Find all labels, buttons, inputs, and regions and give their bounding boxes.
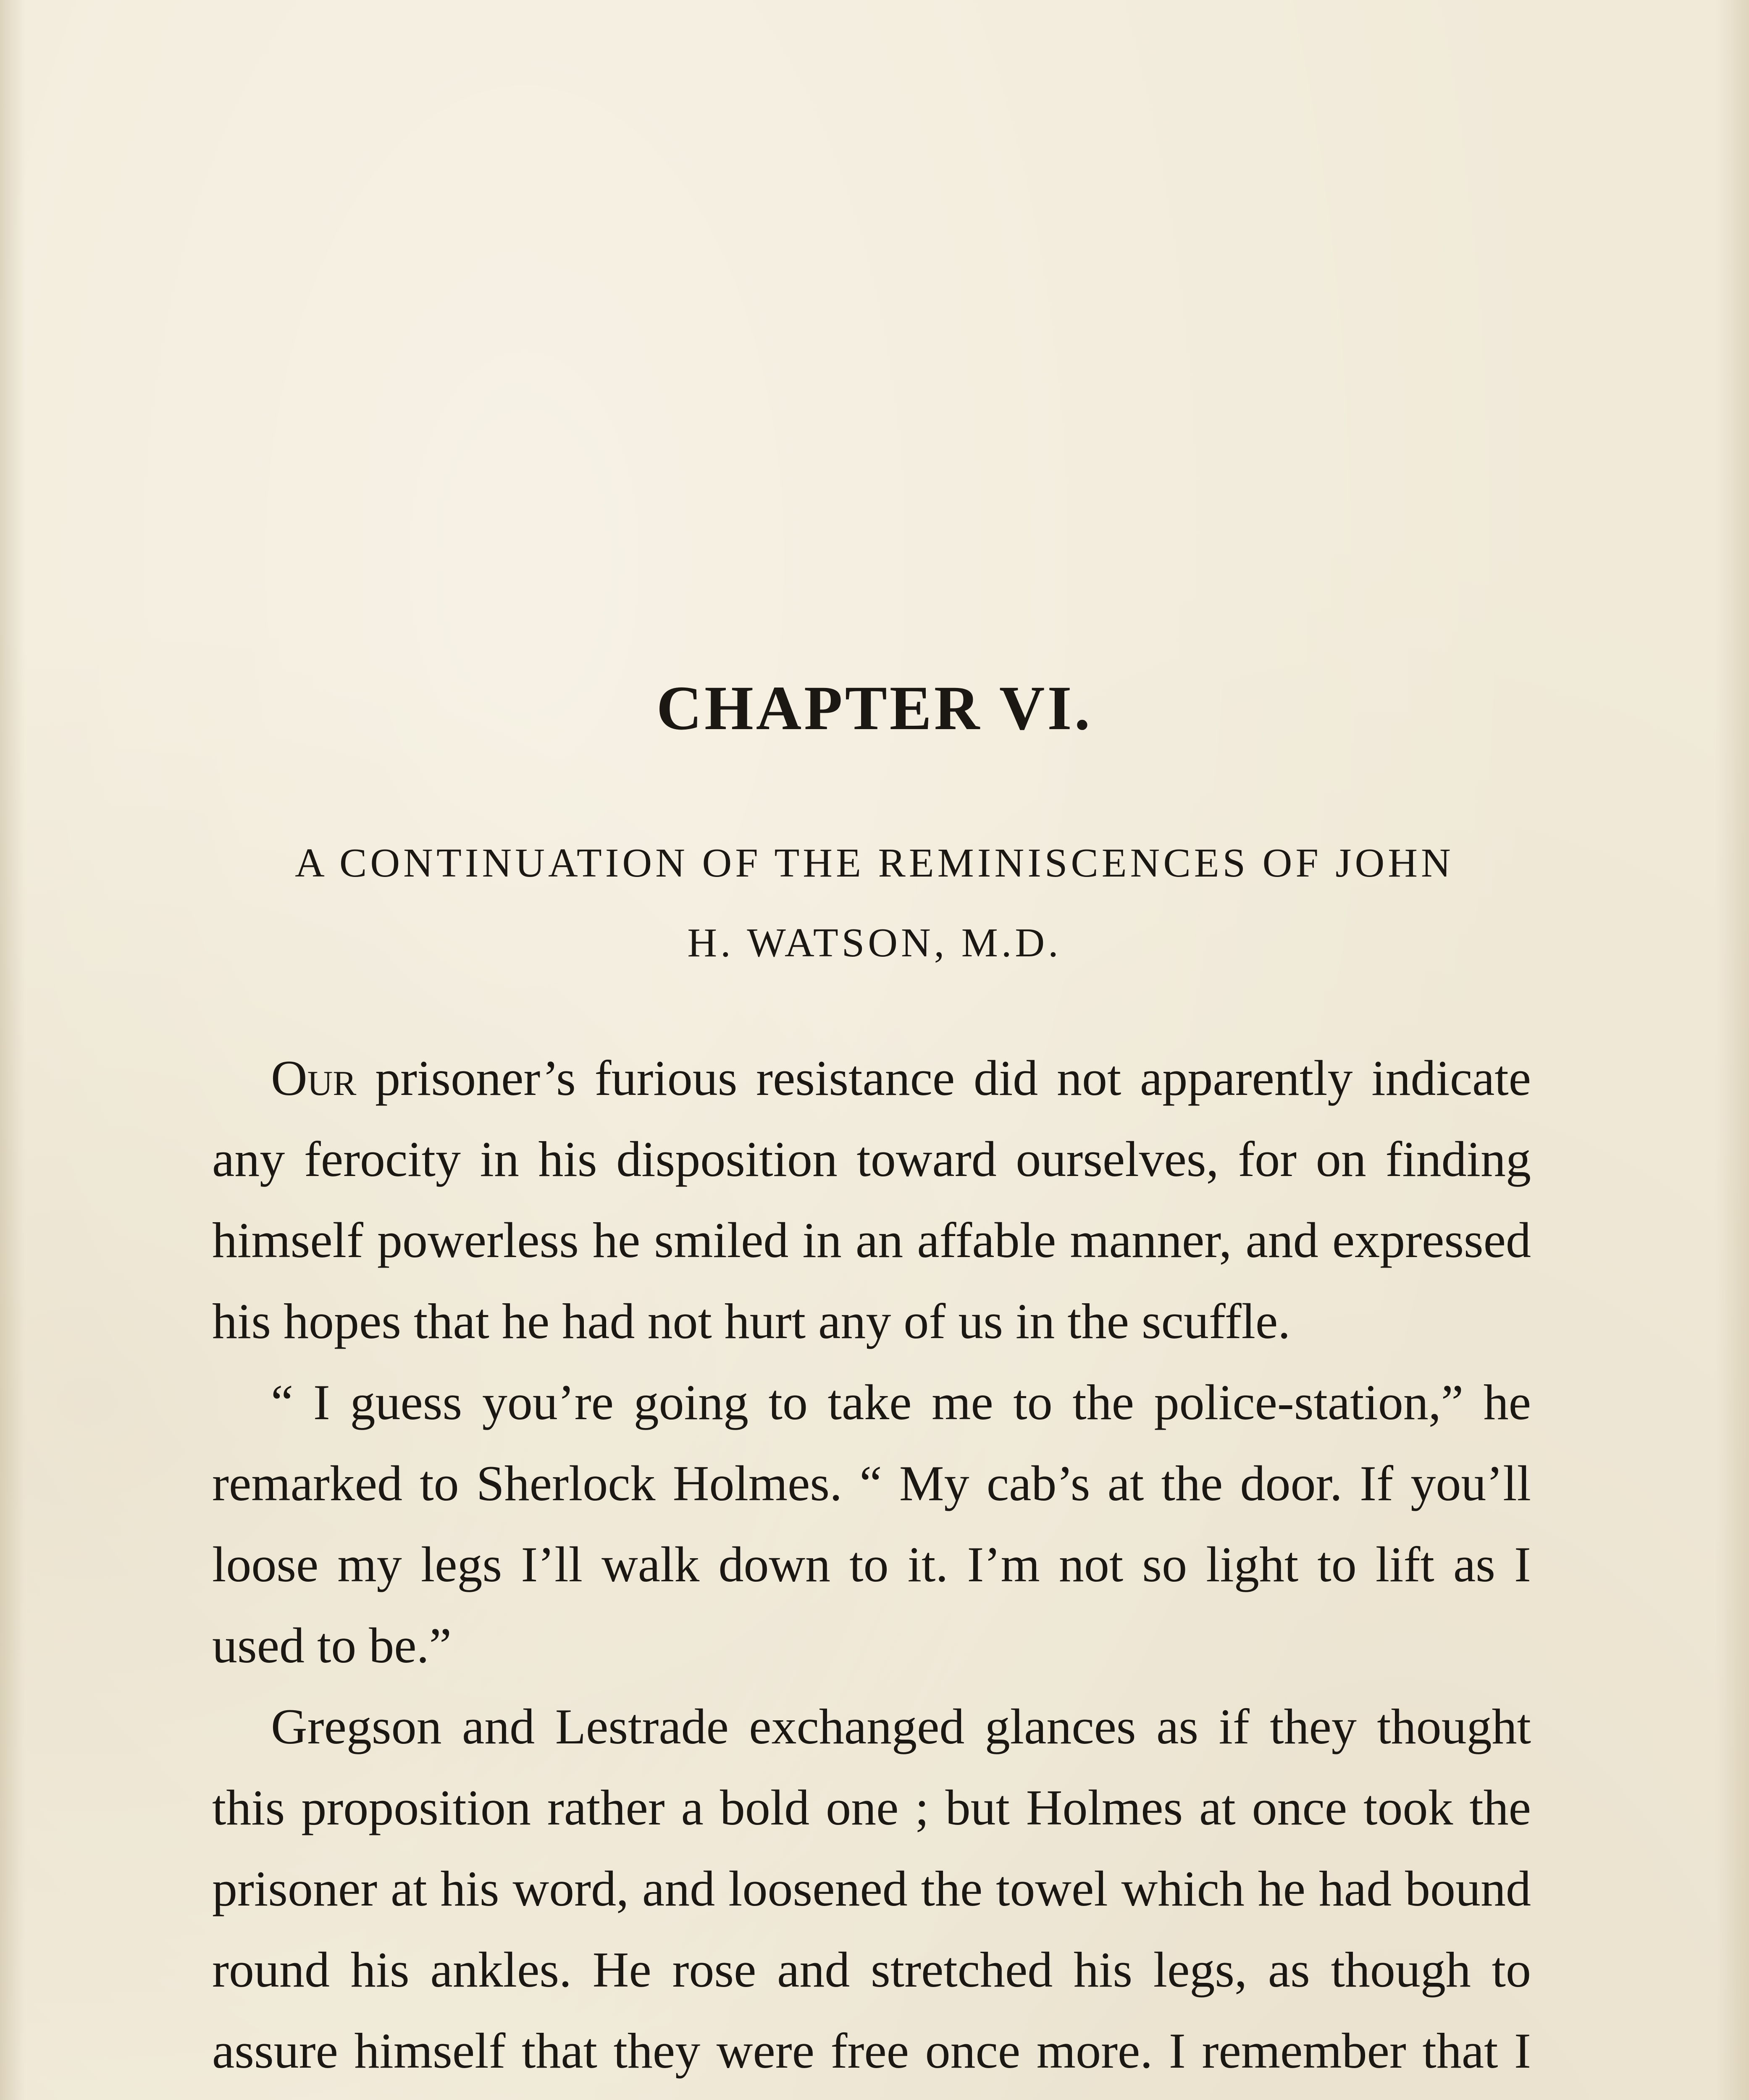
chapter-title: CHAPTER VI. — [656, 673, 1093, 743]
chapter-subtitle — [210, 823, 1539, 983]
paragraph-1 — [212, 1037, 1531, 1362]
chapter-subtitle-line-2: H. WATSON, M.D. — [687, 920, 1062, 966]
page-edge-shadow-right — [1715, 0, 1749, 2100]
page-edge-shadow-left — [0, 0, 25, 2100]
paragraph-1-text: prisoner’s furious resistance did not apparently indicate any ferocity in his disposition toward ourselves, for on finding himself powerless he smiled in an affable manner, and expressed his hopes that he had not hurt any of us in the scuffle. — [212, 1050, 1531, 1349]
body-text — [212, 1037, 1531, 2100]
paragraph-2: “ I guess you’re going to take me to the police-station,” he remarked to Sherlock Holmes. “ My cab’s at the door. If you’ll loose my legs I’ll walk down to it. I’m not so light to lift as I used to be.” — [212, 1374, 1531, 1673]
chapter-subtitle-line-1: A CONTINUATION OF THE REMINISCENCES OF JOHN — [295, 840, 1454, 886]
paragraph-3: Gregson and Lestrade exchanged glances as if they thought this proposition rather a bold one ; but Holmes at once took the prisoner at his word, and loosened the towel which he had bound round his ankles. He rose and stretched his legs, as though to assure himself that they were free once more. I remember that I — [212, 1698, 1531, 2079]
opening-word: Our — [271, 1050, 357, 1106]
